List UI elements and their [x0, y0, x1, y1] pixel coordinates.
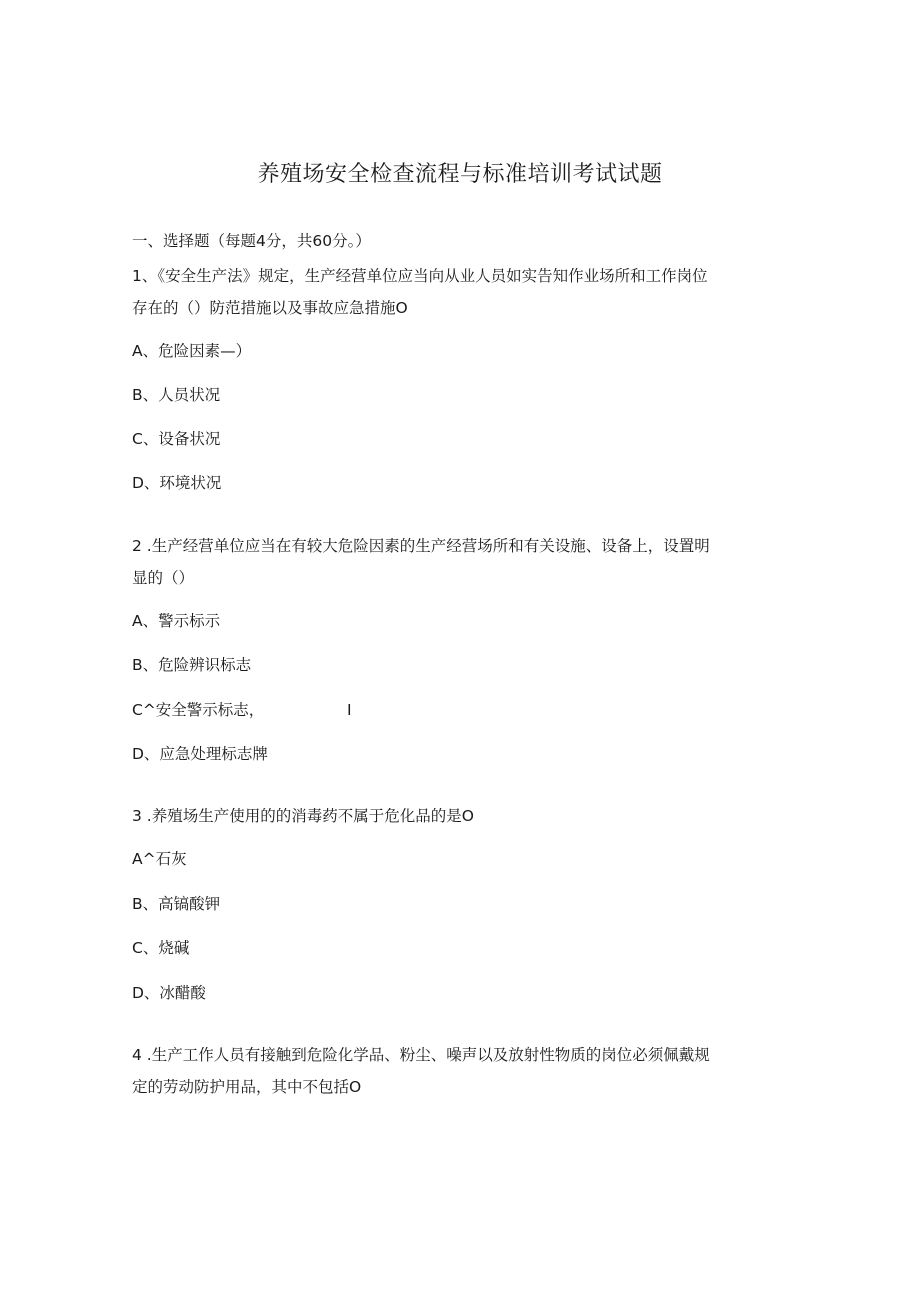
question-1-stem-line-2: 存在的（）防范措施以及事故应急措施O	[132, 299, 408, 317]
question-2-option-a: A、警示标示	[132, 612, 221, 630]
question-2-option-b: B、危险辨识标志	[132, 656, 252, 674]
page-title: 养殖场安全检查流程与标准培训考试试题	[257, 162, 663, 187]
question-1-option-c: C、设备状况	[132, 430, 221, 448]
question-1-option-b: B、人员状况	[132, 386, 221, 404]
question-3-option-d: D、冰醋酸	[132, 984, 206, 1002]
question-3-stem-line-1: 3 .养殖场生产使用的的消毒药不属于危化品的是O	[132, 807, 474, 825]
question-1-option-a: A、危险因素—）	[132, 342, 252, 360]
question-3-option-a: A^石灰	[132, 850, 187, 868]
stray-mark: I	[347, 701, 352, 719]
question-2-option-c: C^安全警示标志，	[132, 701, 265, 719]
question-2-stem-line-2: 显的（）	[132, 569, 195, 587]
question-3-option-b: B、高镐酸钾	[132, 895, 221, 913]
section-heading: 一、选择题（每题4分，共60分。）	[132, 232, 371, 250]
question-4-stem-line-1: 4 .生产工作人员有接触到危险化学品、粉尘、噪声以及放射性物质的岗位必须佩戴规	[132, 1046, 710, 1064]
question-2-option-d: D、应急处理标志牌	[132, 745, 268, 763]
question-3-option-c: C、烧碱	[132, 939, 190, 957]
question-1-stem-line-1: 1、《安全生产法》规定，生产经营单位应当向从业人员如实告知作业场所和工作岗位	[132, 267, 708, 285]
question-4-stem-line-2: 定的劳动防护用品，其中不包括O	[132, 1078, 362, 1096]
question-2-stem-line-1: 2 .生产经营单位应当在有较大危险因素的生产经营场所和有关设施、设备上，设置明	[132, 537, 710, 555]
question-1-option-d: D、环境状况	[132, 474, 222, 492]
